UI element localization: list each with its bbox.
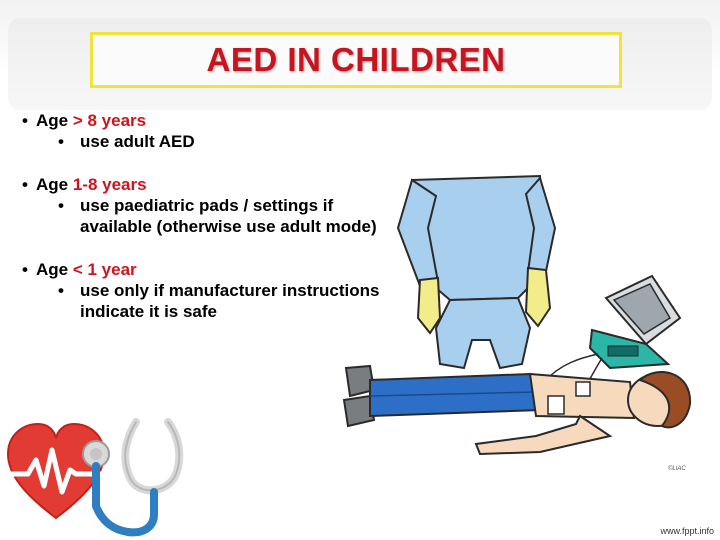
age-prefix: Age [36, 175, 73, 194]
section-point: use only if manufacturer instructions indicate it is safe [80, 281, 380, 321]
stethoscope-icon [76, 414, 196, 538]
footer-credit: www.fppt.info [660, 526, 714, 536]
age-range: 1-8 years [72, 175, 147, 194]
aed-rescue-illustration [340, 168, 710, 488]
section-over-8: • Age > 8 years • use adult AED [22, 111, 195, 151]
age-range: > 8 years [72, 111, 147, 130]
section-point: use paediatric pads / settings if available (otherwise use adult mode) [80, 196, 377, 236]
age-prefix: Age [36, 111, 73, 130]
section-1-to-8: • Age 1-8 years • use paediatric pads / settings if available (otherwise use adult mode) [22, 174, 402, 237]
age-prefix: Age [36, 260, 73, 279]
section-under-1: • Age < 1 year • use only if manufacturer instructions indicate it is safe [22, 259, 402, 322]
section-point: use adult AED [80, 132, 195, 151]
slide-title: AED IN CHILDREN [206, 41, 506, 78]
age-range: < 1 year [72, 260, 137, 279]
title-box [90, 32, 622, 88]
illustration-mark: ©LIAC [668, 466, 686, 472]
